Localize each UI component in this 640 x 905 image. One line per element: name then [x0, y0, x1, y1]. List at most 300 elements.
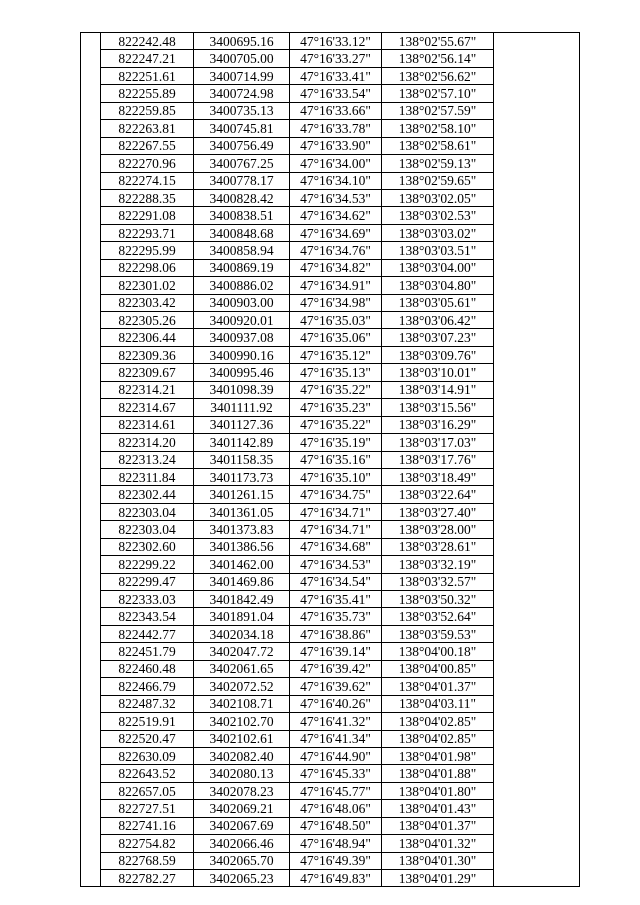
longitude-cell: 138°04'00.85"	[382, 660, 494, 677]
longitude-cell: 138°03'32.57"	[382, 573, 494, 590]
longitude-cell: 138°03'17.03"	[382, 434, 494, 451]
longitude-cell: 138°04'01.37"	[382, 817, 494, 834]
table-row	[81, 155, 580, 172]
left-margin-cell	[81, 817, 101, 834]
left-margin-cell	[81, 660, 101, 677]
left-margin-cell	[81, 242, 101, 259]
right-blank-cell	[494, 137, 580, 154]
table-row	[81, 102, 580, 119]
left-margin-cell	[81, 730, 101, 747]
latitude-cell: 47°16'34.68"	[290, 538, 382, 555]
longitude-cell: 138°03'09.76"	[382, 346, 494, 363]
latitude-cell: 47°16'48.50"	[290, 817, 382, 834]
longitude-cell: 138°02'57.10"	[382, 85, 494, 102]
table-row	[81, 573, 580, 590]
x-coordinate-cell: 822303.04	[101, 521, 194, 538]
left-margin-cell	[81, 468, 101, 485]
latitude-cell: 47°16'44.90"	[290, 747, 382, 764]
x-coordinate-cell: 822263.81	[101, 120, 194, 137]
table-row	[81, 556, 580, 573]
x-coordinate-cell: 822487.32	[101, 695, 194, 712]
x-coordinate-cell: 822768.59	[101, 852, 194, 869]
right-blank-cell	[494, 346, 580, 363]
longitude-cell: 138°03'17.76"	[382, 451, 494, 468]
table-row	[81, 67, 580, 84]
longitude-cell: 138°03'14.91"	[382, 381, 494, 398]
longitude-cell: 138°03'04.00"	[382, 259, 494, 276]
table-row	[81, 259, 580, 276]
x-coordinate-cell: 822311.84	[101, 468, 194, 485]
left-margin-cell	[81, 172, 101, 189]
longitude-cell: 138°04'02.85"	[382, 730, 494, 747]
y-coordinate-cell: 3402102.70	[194, 713, 290, 730]
x-coordinate-cell: 822741.16	[101, 817, 194, 834]
y-coordinate-cell: 3401142.89	[194, 434, 290, 451]
y-coordinate-cell: 3400848.68	[194, 224, 290, 241]
table-row	[81, 852, 580, 869]
y-coordinate-cell: 3401098.39	[194, 381, 290, 398]
right-blank-cell	[494, 416, 580, 433]
longitude-cell: 138°02'59.13"	[382, 155, 494, 172]
table-row	[81, 120, 580, 137]
right-blank-cell	[494, 503, 580, 520]
x-coordinate-cell: 822782.27	[101, 870, 194, 887]
right-blank-cell	[494, 155, 580, 172]
table-row	[81, 312, 580, 329]
y-coordinate-cell: 3400869.19	[194, 259, 290, 276]
x-coordinate-cell: 822259.85	[101, 102, 194, 119]
table-row	[81, 468, 580, 485]
left-margin-cell	[81, 695, 101, 712]
right-blank-cell	[494, 329, 580, 346]
latitude-cell: 47°16'40.26"	[290, 695, 382, 712]
coordinates-table-body	[81, 33, 580, 887]
left-margin-cell	[81, 50, 101, 67]
latitude-cell: 47°16'34.53"	[290, 556, 382, 573]
longitude-cell: 138°04'01.80"	[382, 782, 494, 799]
y-coordinate-cell: 3402065.70	[194, 852, 290, 869]
latitude-cell: 47°16'33.66"	[290, 102, 382, 119]
table-row	[81, 608, 580, 625]
y-coordinate-cell: 3400990.16	[194, 346, 290, 363]
longitude-cell: 138°04'03.11"	[382, 695, 494, 712]
longitude-cell: 138°03'02.05"	[382, 189, 494, 206]
table-row	[81, 713, 580, 730]
latitude-cell: 47°16'33.12"	[290, 33, 382, 50]
left-margin-cell	[81, 573, 101, 590]
latitude-cell: 47°16'34.69"	[290, 224, 382, 241]
left-margin-cell	[81, 521, 101, 538]
y-coordinate-cell: 3402078.23	[194, 782, 290, 799]
x-coordinate-cell: 822303.04	[101, 503, 194, 520]
table-row	[81, 207, 580, 224]
y-coordinate-cell: 3401891.04	[194, 608, 290, 625]
right-blank-cell	[494, 85, 580, 102]
latitude-cell: 47°16'33.90"	[290, 137, 382, 154]
x-coordinate-cell: 822288.35	[101, 189, 194, 206]
table-row	[81, 625, 580, 642]
right-blank-cell	[494, 713, 580, 730]
x-coordinate-cell: 822442.77	[101, 625, 194, 642]
table-row	[81, 643, 580, 660]
y-coordinate-cell: 3401842.49	[194, 591, 290, 608]
y-coordinate-cell: 3401462.00	[194, 556, 290, 573]
table-row	[81, 381, 580, 398]
right-blank-cell	[494, 608, 580, 625]
left-margin-cell	[81, 277, 101, 294]
latitude-cell: 47°16'39.14"	[290, 643, 382, 660]
longitude-cell: 138°02'56.14"	[382, 50, 494, 67]
table-row	[81, 172, 580, 189]
latitude-cell: 47°16'35.13"	[290, 364, 382, 381]
longitude-cell: 138°03'07.23"	[382, 329, 494, 346]
longitude-cell: 138°02'58.10"	[382, 120, 494, 137]
right-blank-cell	[494, 556, 580, 573]
x-coordinate-cell: 822267.55	[101, 137, 194, 154]
left-margin-cell	[81, 835, 101, 852]
table-row	[81, 399, 580, 416]
table-row	[81, 503, 580, 520]
y-coordinate-cell: 3400705.00	[194, 50, 290, 67]
table-row	[81, 591, 580, 608]
right-blank-cell	[494, 765, 580, 782]
y-coordinate-cell: 3401261.15	[194, 486, 290, 503]
right-blank-cell	[494, 277, 580, 294]
y-coordinate-cell: 3401373.83	[194, 521, 290, 538]
left-margin-cell	[81, 189, 101, 206]
latitude-cell: 47°16'34.00"	[290, 155, 382, 172]
left-margin-cell	[81, 852, 101, 869]
x-coordinate-cell: 822293.71	[101, 224, 194, 241]
x-coordinate-cell: 822309.36	[101, 346, 194, 363]
table-row	[81, 521, 580, 538]
table-row	[81, 242, 580, 259]
longitude-cell: 138°02'58.61"	[382, 137, 494, 154]
table-row	[81, 486, 580, 503]
latitude-cell: 47°16'34.76"	[290, 242, 382, 259]
left-margin-cell	[81, 538, 101, 555]
x-coordinate-cell: 822306.44	[101, 329, 194, 346]
left-margin-cell	[81, 434, 101, 451]
longitude-cell: 138°02'59.65"	[382, 172, 494, 189]
latitude-cell: 47°16'45.33"	[290, 765, 382, 782]
latitude-cell: 47°16'49.39"	[290, 852, 382, 869]
table-row	[81, 678, 580, 695]
latitude-cell: 47°16'39.42"	[290, 660, 382, 677]
longitude-cell: 138°03'06.42"	[382, 312, 494, 329]
left-margin-cell	[81, 207, 101, 224]
latitude-cell: 47°16'48.94"	[290, 835, 382, 852]
latitude-cell: 47°16'35.10"	[290, 468, 382, 485]
longitude-cell: 138°03'59.53"	[382, 625, 494, 642]
right-blank-cell	[494, 434, 580, 451]
right-blank-cell	[494, 451, 580, 468]
y-coordinate-cell: 3400838.51	[194, 207, 290, 224]
y-coordinate-cell: 3402066.46	[194, 835, 290, 852]
latitude-cell: 47°16'34.91"	[290, 277, 382, 294]
right-blank-cell	[494, 189, 580, 206]
longitude-cell: 138°03'32.19"	[382, 556, 494, 573]
latitude-cell: 47°16'35.23"	[290, 399, 382, 416]
y-coordinate-cell: 3400995.46	[194, 364, 290, 381]
right-blank-cell	[494, 573, 580, 590]
x-coordinate-cell: 822657.05	[101, 782, 194, 799]
y-coordinate-cell: 3402082.40	[194, 747, 290, 764]
left-margin-cell	[81, 678, 101, 695]
latitude-cell: 47°16'49.83"	[290, 870, 382, 887]
right-blank-cell	[494, 852, 580, 869]
table-row	[81, 434, 580, 451]
left-margin-cell	[81, 120, 101, 137]
y-coordinate-cell: 3401361.05	[194, 503, 290, 520]
y-coordinate-cell: 3400756.49	[194, 137, 290, 154]
latitude-cell: 47°16'34.75"	[290, 486, 382, 503]
table-row	[81, 329, 580, 346]
latitude-cell: 47°16'35.06"	[290, 329, 382, 346]
y-coordinate-cell: 3400903.00	[194, 294, 290, 311]
table-row	[81, 800, 580, 817]
x-coordinate-cell: 822451.79	[101, 643, 194, 660]
left-margin-cell	[81, 608, 101, 625]
y-coordinate-cell: 3402069.21	[194, 800, 290, 817]
latitude-cell: 47°16'45.77"	[290, 782, 382, 799]
x-coordinate-cell: 822314.61	[101, 416, 194, 433]
x-coordinate-cell: 822309.67	[101, 364, 194, 381]
x-coordinate-cell: 822460.48	[101, 660, 194, 677]
x-coordinate-cell: 822242.48	[101, 33, 194, 50]
longitude-cell: 138°03'10.01"	[382, 364, 494, 381]
right-blank-cell	[494, 207, 580, 224]
table-row	[81, 765, 580, 782]
longitude-cell: 138°04'01.30"	[382, 852, 494, 869]
y-coordinate-cell: 3400858.94	[194, 242, 290, 259]
right-blank-cell	[494, 364, 580, 381]
table-row	[81, 346, 580, 363]
y-coordinate-cell: 3400886.02	[194, 277, 290, 294]
left-margin-cell	[81, 294, 101, 311]
x-coordinate-cell: 822247.21	[101, 50, 194, 67]
longitude-cell: 138°04'01.43"	[382, 800, 494, 817]
left-margin-cell	[81, 870, 101, 887]
longitude-cell: 138°03'03.51"	[382, 242, 494, 259]
latitude-cell: 47°16'35.22"	[290, 381, 382, 398]
left-margin-cell	[81, 346, 101, 363]
y-coordinate-cell: 3402061.65	[194, 660, 290, 677]
y-coordinate-cell: 3402080.13	[194, 765, 290, 782]
x-coordinate-cell: 822251.61	[101, 67, 194, 84]
left-margin-cell	[81, 137, 101, 154]
right-blank-cell	[494, 591, 580, 608]
table-row	[81, 85, 580, 102]
y-coordinate-cell: 3400695.16	[194, 33, 290, 50]
right-blank-cell	[494, 730, 580, 747]
table-row	[81, 416, 580, 433]
y-coordinate-cell: 3402108.71	[194, 695, 290, 712]
latitude-cell: 47°16'35.12"	[290, 346, 382, 363]
latitude-cell: 47°16'35.03"	[290, 312, 382, 329]
latitude-cell: 47°16'34.53"	[290, 189, 382, 206]
left-margin-cell	[81, 765, 101, 782]
left-margin-cell	[81, 782, 101, 799]
right-blank-cell	[494, 870, 580, 887]
longitude-cell: 138°03'15.56"	[382, 399, 494, 416]
y-coordinate-cell: 3400735.13	[194, 102, 290, 119]
right-blank-cell	[494, 381, 580, 398]
left-margin-cell	[81, 381, 101, 398]
right-blank-cell	[494, 643, 580, 660]
left-margin-cell	[81, 85, 101, 102]
table-row	[81, 451, 580, 468]
y-coordinate-cell: 3402047.72	[194, 643, 290, 660]
x-coordinate-cell: 822519.91	[101, 713, 194, 730]
latitude-cell: 47°16'33.54"	[290, 85, 382, 102]
y-coordinate-cell: 3401469.86	[194, 573, 290, 590]
x-coordinate-cell: 822466.79	[101, 678, 194, 695]
longitude-cell: 138°04'01.88"	[382, 765, 494, 782]
y-coordinate-cell: 3400828.42	[194, 189, 290, 206]
table-row	[81, 224, 580, 241]
table-row	[81, 277, 580, 294]
x-coordinate-cell: 822630.09	[101, 747, 194, 764]
x-coordinate-cell: 822343.54	[101, 608, 194, 625]
latitude-cell: 47°16'33.41"	[290, 67, 382, 84]
right-blank-cell	[494, 224, 580, 241]
left-margin-cell	[81, 224, 101, 241]
left-margin-cell	[81, 364, 101, 381]
y-coordinate-cell: 3401111.92	[194, 399, 290, 416]
left-margin-cell	[81, 486, 101, 503]
x-coordinate-cell: 822314.67	[101, 399, 194, 416]
longitude-cell: 138°04'01.37"	[382, 678, 494, 695]
x-coordinate-cell: 822302.60	[101, 538, 194, 555]
y-coordinate-cell: 3400937.08	[194, 329, 290, 346]
longitude-cell: 138°03'04.80"	[382, 277, 494, 294]
table-row	[81, 782, 580, 799]
table-row	[81, 835, 580, 852]
y-coordinate-cell: 3401158.35	[194, 451, 290, 468]
longitude-cell: 138°03'50.32"	[382, 591, 494, 608]
x-coordinate-cell: 822643.52	[101, 765, 194, 782]
left-margin-cell	[81, 399, 101, 416]
latitude-cell: 47°16'34.82"	[290, 259, 382, 276]
table-row	[81, 50, 580, 67]
latitude-cell: 47°16'34.98"	[290, 294, 382, 311]
longitude-cell: 138°02'55.67"	[382, 33, 494, 50]
left-margin-cell	[81, 713, 101, 730]
left-margin-cell	[81, 416, 101, 433]
longitude-cell: 138°02'57.59"	[382, 102, 494, 119]
x-coordinate-cell: 822520.47	[101, 730, 194, 747]
table-row	[81, 870, 580, 887]
right-blank-cell	[494, 486, 580, 503]
x-coordinate-cell: 822314.21	[101, 381, 194, 398]
x-coordinate-cell: 822303.42	[101, 294, 194, 311]
longitude-cell: 138°03'05.61"	[382, 294, 494, 311]
right-blank-cell	[494, 33, 580, 50]
left-margin-cell	[81, 67, 101, 84]
y-coordinate-cell: 3401386.56	[194, 538, 290, 555]
x-coordinate-cell: 822333.03	[101, 591, 194, 608]
x-coordinate-cell: 822302.44	[101, 486, 194, 503]
latitude-cell: 47°16'39.62"	[290, 678, 382, 695]
table-row	[81, 695, 580, 712]
right-blank-cell	[494, 102, 580, 119]
x-coordinate-cell: 822305.26	[101, 312, 194, 329]
table-row	[81, 294, 580, 311]
latitude-cell: 47°16'34.10"	[290, 172, 382, 189]
y-coordinate-cell: 3400714.99	[194, 67, 290, 84]
left-margin-cell	[81, 102, 101, 119]
left-margin-cell	[81, 503, 101, 520]
latitude-cell: 47°16'34.71"	[290, 503, 382, 520]
longitude-cell: 138°04'02.85"	[382, 713, 494, 730]
x-coordinate-cell: 822301.02	[101, 277, 194, 294]
right-blank-cell	[494, 817, 580, 834]
right-blank-cell	[494, 625, 580, 642]
latitude-cell: 47°16'38.86"	[290, 625, 382, 642]
longitude-cell: 138°03'02.53"	[382, 207, 494, 224]
longitude-cell: 138°03'16.29"	[382, 416, 494, 433]
y-coordinate-cell: 3402034.18	[194, 625, 290, 642]
y-coordinate-cell: 3400778.17	[194, 172, 290, 189]
latitude-cell: 47°16'34.54"	[290, 573, 382, 590]
x-coordinate-cell: 822727.51	[101, 800, 194, 817]
table-row	[81, 660, 580, 677]
left-margin-cell	[81, 259, 101, 276]
table-row	[81, 730, 580, 747]
table-row	[81, 817, 580, 834]
left-margin-cell	[81, 556, 101, 573]
table-row	[81, 747, 580, 764]
longitude-cell: 138°03'27.40"	[382, 503, 494, 520]
right-blank-cell	[494, 67, 580, 84]
y-coordinate-cell: 3402102.61	[194, 730, 290, 747]
longitude-cell: 138°04'01.29"	[382, 870, 494, 887]
longitude-cell: 138°03'03.02"	[382, 224, 494, 241]
right-blank-cell	[494, 660, 580, 677]
coordinates-table	[80, 32, 580, 887]
y-coordinate-cell: 3402067.69	[194, 817, 290, 834]
table-row	[81, 33, 580, 50]
y-coordinate-cell: 3400724.98	[194, 85, 290, 102]
right-blank-cell	[494, 172, 580, 189]
table-row	[81, 538, 580, 555]
right-blank-cell	[494, 259, 580, 276]
longitude-cell: 138°03'22.64"	[382, 486, 494, 503]
longitude-cell: 138°03'18.49"	[382, 468, 494, 485]
right-blank-cell	[494, 312, 580, 329]
x-coordinate-cell: 822255.89	[101, 85, 194, 102]
right-blank-cell	[494, 678, 580, 695]
left-margin-cell	[81, 625, 101, 642]
longitude-cell: 138°02'56.62"	[382, 67, 494, 84]
x-coordinate-cell: 822754.82	[101, 835, 194, 852]
latitude-cell: 47°16'41.34"	[290, 730, 382, 747]
x-coordinate-cell: 822270.96	[101, 155, 194, 172]
table-row	[81, 364, 580, 381]
longitude-cell: 138°03'52.64"	[382, 608, 494, 625]
y-coordinate-cell: 3401127.36	[194, 416, 290, 433]
longitude-cell: 138°04'01.98"	[382, 747, 494, 764]
longitude-cell: 138°04'00.18"	[382, 643, 494, 660]
right-blank-cell	[494, 242, 580, 259]
table-row	[81, 189, 580, 206]
left-margin-cell	[81, 591, 101, 608]
latitude-cell: 47°16'48.06"	[290, 800, 382, 817]
right-blank-cell	[494, 399, 580, 416]
left-margin-cell	[81, 800, 101, 817]
x-coordinate-cell: 822295.99	[101, 242, 194, 259]
